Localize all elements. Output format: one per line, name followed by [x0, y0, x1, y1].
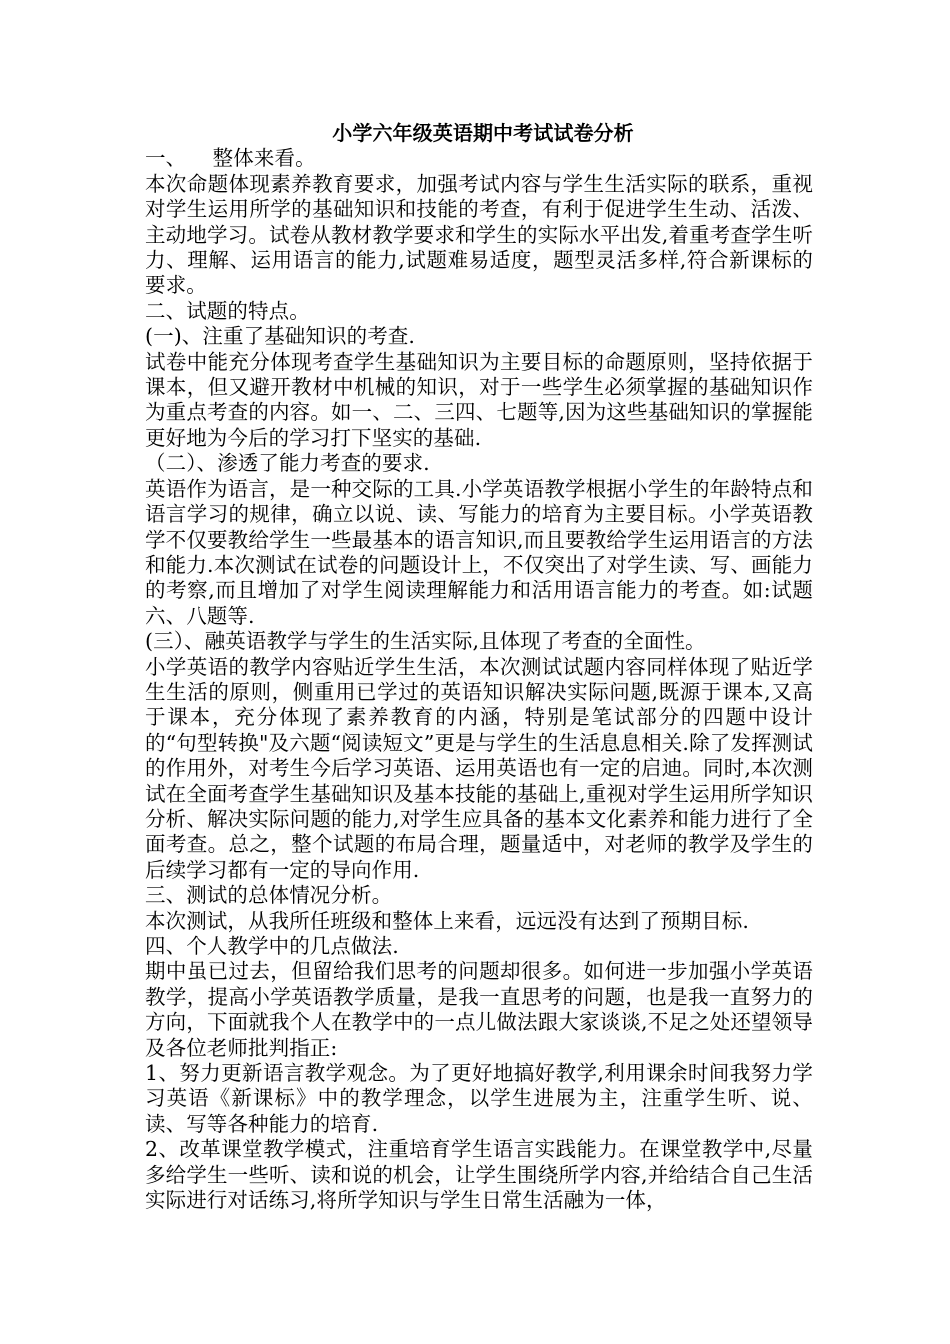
section-heading-2: 二、试题的特点。: [145, 298, 310, 323]
document-body: [145, 121, 813, 1213]
paragraph-basic-knowledge: 试卷中能充分体现考查学生基础知识为主要目标的命题原则，坚持依据于课本，但又避开教材中机械的知识，对于一些学生必须掌握的基础知识作为重点考查的内容。如一、二、三四、七题等,因为这些基础知识的掌握能更好地为今后的学习打下坚实的基础.: [145, 349, 813, 450]
paragraph-point-2: 2、改革课堂教学模式，注重培育学生语言实践能力。在课堂教学中,尽量多给学生一些听、读和说的机会，让学生围绕所学内容,并给结合自己生活实际进行对话练习,将所学知识与学生日常生活融为一体，: [145, 1137, 813, 1213]
paragraph-point-1: 1、努力更新语言教学观念。为了更好地搞好教学,利用课余时间我努力学习英语《新课标》中的教学理念，以学生进展为主，注重学生听、说、读、写等各种能力的培育.: [145, 1061, 813, 1136]
subheading-3: (三）、融英语教学与学生的生活实际,且体现了考查的全面性。: [145, 629, 706, 654]
subheading-1: (一)、注重了基础知识的考查.: [145, 324, 416, 349]
paragraph-results: 本次测试，从我所任班级和整体上来看，远远没有达到了预期目标.: [145, 908, 750, 933]
section-heading-1: 一、 整体来看。: [145, 146, 316, 171]
paragraph-ability: 英语作为语言，是一种交际的工具.小学英语教学根据小学生的年龄特点和语言学习的规律，确立以说、读、写能力的培育为主要目标。小学英语教学不仅要教给学生一些最基本的语言知识,而且要教给学生运用语言的方法和能力.本次测试在试卷的问题设计上，不仅突出了对学生读、写、画能力的考察,而且增加了对学生阅读理解能力和活用语言能力的考查。如:试题六、八题等.: [145, 476, 813, 628]
document-title: 小学六年级英语期中考试试卷分析: [332, 121, 634, 145]
section-heading-4: 四、个人教学中的几点做法.: [145, 934, 399, 958]
subheading-2: （二）、渗透了能力考查的要求.: [145, 451, 430, 476]
section-heading-3: 三、测试的总体情况分析。: [145, 883, 393, 908]
paragraph-overview: 本次命题体现素养教育要求，加强考试内容与学生生活实际的联系，重视对学生运用所学的基础知识和技能的考查，有利于促进学生生动、活泼、主动地学习。试卷从教材教学要求和学生的实际水平出发,着重考查学生听力、理解、运用语言的能力,试题难易适度，题型灵活多样,符合新课标的要求。: [145, 171, 813, 298]
paragraph-life-connection: 小学英语的教学内容贴近学生生活，本次测试试题内容同样体现了贴近学生生活的原则，侧重用已学过的英语知识解决实际问题,既源于课本,又高于课本，充分体现了素养教育的内涵，特别是笔试部分的四题中设计的“句型转换"及六题“阅读短文”更是与学生的生活息息相关.除了发挥测试的作用外，对考生今后学习英语、运用英语也有一定的启迪。同时,本次测试在全面考查学生基础知识及基本技能的基础上,重视对学生运用所学知识分析、解决实际问题的能力,对学生应具备的基本文化素养和能力进行了全面考查。总之，整个试题的布局合理，题量适中，对老师的教学及学生的后续学习都有一定的导向作用.: [145, 654, 813, 882]
paragraph-reflection: 期中虽已过去，但留给我们思考的问题却很多。如何进一步加强小学英语教学，提高小学英语教学质量，是我一直思考的问题，也是我一直努力的方向，下面就我个人在教学中的一点儿做法跟大家谈谈,不足之处还望领导及各位老师批判指正:: [145, 959, 813, 1060]
